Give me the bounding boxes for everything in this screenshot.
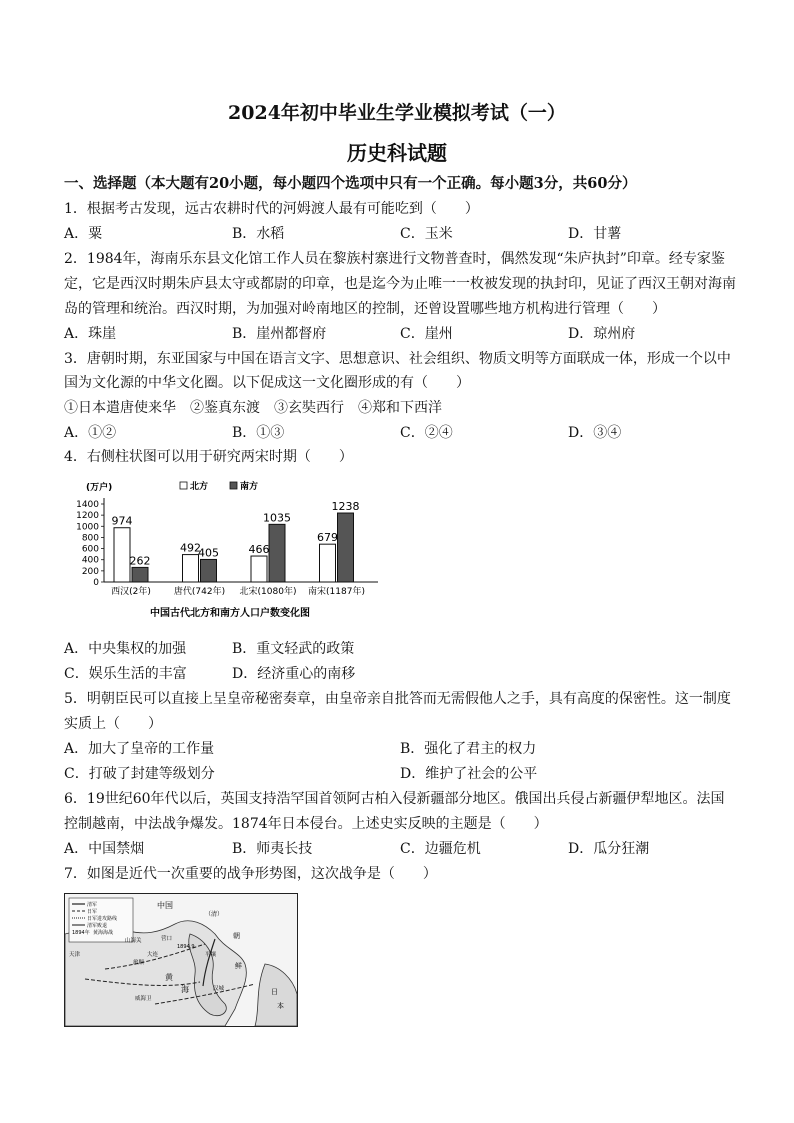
- y-tick-label-5: 1000: [76, 522, 99, 533]
- q6-option-d: D．瓜分狂潮: [568, 841, 650, 857]
- map-legend-6: 黄海海战: [93, 930, 114, 936]
- question-5-line-2: 实质上（ ）: [64, 716, 162, 732]
- map-label-ri: 日: [271, 988, 278, 996]
- q2-option-b: B．崖州都督府: [232, 326, 327, 342]
- question-6-line-1: 6．19世纪60年代以后，英国支持浩罕国首领阿古柏入侵新疆部分地区。俄国出兵侵占新疆伊犁地区。法国: [64, 791, 725, 807]
- map-label-huang: 黄: [165, 973, 173, 982]
- bar-value-1-1: 974: [111, 514, 133, 528]
- legend-label-2: 南方: [240, 482, 259, 492]
- question-6-line-2: 控制越南，中法战争爆发。1874年日本侵台。上述史实反映的主题是（ ）: [64, 816, 548, 832]
- bar-4-1: [320, 544, 336, 582]
- chart-unit-label: (万户): [86, 483, 113, 493]
- question-2-line-2: 定，它是西汉时期朱庐县太守或都尉的印章，也是迄今为止唯一一枚被发现的执封印，见证了西汉王朝对海南: [64, 276, 736, 292]
- question-3-line-2: 国为文化源的中华文化圈。以下促成这一文化圈形成的有（ ）: [64, 375, 470, 391]
- q5-option-b: B．强化了君主的权力: [400, 741, 537, 757]
- question-2-line-1: 2．1984年，海南乐东县文化馆工作人员在黎族村寨进行文物普查时，偶然发现“朱庐执封”印章。经专家鉴: [64, 251, 725, 267]
- y-tick-label-2: 400: [81, 555, 99, 566]
- population-bar-chart: [62, 478, 392, 628]
- war-situation-map: [64, 893, 298, 1027]
- legend-label-1: 北方: [190, 482, 209, 492]
- q4-option-b: B．重文轻武的政策: [232, 641, 355, 657]
- bar-value-1-2: 262: [129, 554, 151, 568]
- bar-2-2: [201, 559, 217, 582]
- question-4-stem: 4．右侧柱状图可以用于研究两宋时期（ ）: [64, 449, 353, 465]
- q6-option-a: A．中国禁烟: [64, 841, 145, 857]
- q1-option-a: A．粟: [64, 226, 103, 242]
- q6-option-b: B．师夷长技: [232, 841, 313, 857]
- y-tick-label-6: 1200: [76, 511, 99, 522]
- q1-option-c: C．玉米: [400, 226, 453, 242]
- map-label-tianjin: 天津: [69, 952, 81, 958]
- q3-option-a: A．①②: [64, 425, 117, 441]
- bar-4-2: [338, 513, 354, 582]
- map-legend-3: 日军进攻路线: [87, 916, 118, 922]
- map-label-hai: 海: [181, 985, 189, 994]
- question-1-stem: 1．根据考古发现，远古农耕时代的河姆渡人最有可能吃到（ ）: [64, 201, 479, 217]
- map-label-qing: （清）: [205, 911, 224, 918]
- map-svg: [65, 894, 297, 1026]
- bar-3-1: [251, 556, 267, 582]
- map-label-yingkou: 营口: [161, 936, 173, 942]
- q2-option-d: D．琼州府: [568, 326, 636, 342]
- q3-option-c: C．②④: [400, 425, 453, 441]
- q1-option-d: D．甘薯: [568, 226, 622, 242]
- y-tick-label-0: 0: [93, 578, 99, 588]
- map-legend-5: 1894年: [72, 930, 90, 936]
- q5-option-d: D．维护了社会的公平: [400, 766, 538, 782]
- x-tick-label-3: 北宋(1080年): [239, 587, 297, 597]
- y-tick-label-3: 600: [81, 544, 99, 555]
- q5-option-c: C．打破了封建等级划分: [64, 766, 215, 782]
- chart-svg: [62, 478, 392, 628]
- q5-option-a: A．加大了皇帝的工作量: [64, 741, 215, 757]
- question-3-line-1: 3．唐朝时期，东亚国家与中国在语言文字、思想意识、社会组织、物质文明等方面联成一体，形成一个以中: [64, 351, 731, 367]
- x-tick-label-2: 唐代(742年): [173, 587, 226, 597]
- q6-option-c: C．边疆危机: [400, 841, 481, 857]
- map-label-pyongyang: 平壤: [205, 952, 217, 958]
- x-tick-label-4: 南宋(1187年): [308, 587, 365, 597]
- bar-value-4-1: 679: [317, 531, 338, 545]
- map-legend-1: 清军: [87, 902, 98, 908]
- q4-option-d: D．经济重心的南移: [232, 666, 356, 682]
- y-tick-label-4: 800: [81, 533, 99, 544]
- map-legend-4: 清军败退: [87, 923, 108, 929]
- y-tick-label-1: 200: [81, 566, 99, 577]
- map-label-shanhaiguan: 山海关: [125, 938, 142, 944]
- y-tick-label-7: 1400: [76, 500, 99, 510]
- bar-value-2-2: 405: [198, 546, 219, 560]
- q3-option-b: B．①③: [232, 425, 285, 441]
- map-label-ben: 本: [277, 1002, 284, 1010]
- q3-option-d: D．③④: [568, 425, 622, 441]
- legend-swatch-2: [230, 482, 237, 489]
- q2-option-a: A．珠崖: [64, 326, 117, 342]
- section-heading: 一、选择题（本大题有20小题，每小题四个选项中只有一个正确。每小题3分，共60分）: [64, 175, 637, 192]
- map-label-date: 1894.9: [177, 944, 195, 950]
- chart-caption: 中国古代北方和南方人口户数变化图: [150, 608, 310, 619]
- legend-swatch-1: [180, 482, 187, 489]
- q1-option-b: B．水稻: [232, 226, 285, 242]
- bar-value-4-2: 1238: [331, 500, 360, 514]
- bar-1-1: [114, 528, 130, 582]
- map-label-weihaiwei: 威海卫: [135, 996, 152, 1002]
- bar-value-3-2: 1035: [263, 511, 291, 525]
- map-label-china: 中国: [157, 901, 173, 910]
- map-label-chao: 朝: [233, 932, 240, 940]
- bar-value-2-1: 492: [180, 541, 201, 555]
- bar-2-1: [183, 555, 199, 582]
- question-7-stem: 7．如图是近代一次重要的战争形势图，这次战争是（ ）: [64, 866, 437, 882]
- exam-title: 2024年初中毕业生学业模拟考试（一）: [228, 102, 566, 124]
- q2-option-c: C．崖州: [400, 326, 453, 342]
- question-3-items: ①日本遣唐使来华 ②鉴真东渡 ③玄奘西行 ④郑和下西洋: [64, 400, 442, 416]
- bar-value-3-1: 466: [248, 543, 270, 557]
- exam-subject: 历史科试题: [347, 141, 447, 165]
- map-label-xian: 鲜: [235, 962, 242, 970]
- map-label-lushun: 旅顺: [133, 960, 145, 966]
- map-label-seoul: 汉城: [213, 986, 225, 992]
- map-label-dalian: 大连: [147, 952, 159, 958]
- map-legend-2: 日军: [87, 909, 98, 915]
- bar-3-2: [269, 524, 285, 582]
- question-2-line-3: 岛的管理和统治。西汉时期，为加强对岭南地区的控制，还曾设置哪些地方机构进行管理（ ）: [64, 301, 666, 317]
- question-5-line-1: 5．明朝臣民可以直接上呈皇帝秘密奏章，由皇帝亲自批答而无需假他人之手，具有高度的保密性。这一制度: [64, 691, 731, 707]
- x-tick-label-1: 西汉(2年): [111, 587, 151, 597]
- q4-option-a: A．中央集权的加强: [64, 641, 187, 657]
- bar-1-2: [132, 567, 148, 582]
- q4-option-c: C．娱乐生活的丰富: [64, 666, 187, 682]
